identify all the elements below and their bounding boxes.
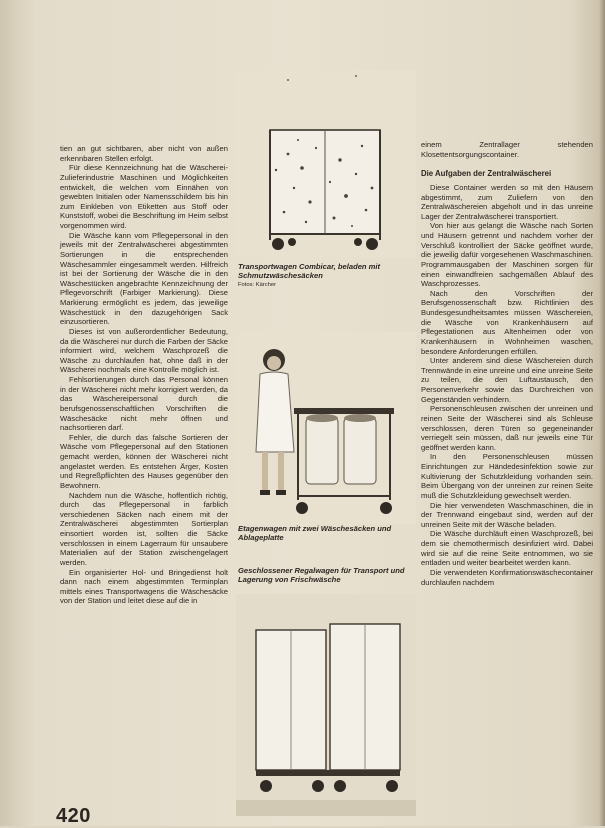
photo-floor-cart (236, 332, 416, 524)
paragraph: Dieses ist von außerordentlicher Bedeutung, da die Wäscherei nur durch die Farben der Säcke informiert wird, welchem Waschprozeß die Wäsche zu durchlaufen hat, ohne daß in der Wäscherei nochmals eine Kontrolle möglich ist. (60, 326, 228, 375)
page-edge-shadow (599, 0, 605, 826)
caption-title: Geschlossener Regalwagen für Transport und Lagerung von Frischwäsche (238, 566, 405, 585)
paragraph: Die Wäsche durchläuft einen Waschprozeß, bei dem sie chemothermisch desinfiziert wird. Dabei wird sie auf die reine Seite entnommen, wo sie entladen und weiter bearbeitet werden kann. (421, 529, 593, 568)
section-heading: Die Aufgaben der Zentralwäscherei (421, 169, 552, 179)
paragraph: In den Personenschleusen müssen Einrichtungen zur Händedesinfektion sowie zur Kultivierung der Schutzkleidung vorhanden sein. Beim Übergang von der unreinen zur reinen Seite muß die Schutzkleidung gewechselt werden. (421, 452, 593, 500)
paragraph: Von hier aus gelangt die Wäsche nach Sorten und Häusern getrennt und nachdem vorher der Verschluß kontrolliert der Säcke geöffnet wurde, die jeweilig dafür vorgesehenen Waschmaschinen. Programmausgaben der Maschinen sorgen für einen einwandfreien sachgemäßen Ablauf des Waschprozesses. (421, 221, 593, 289)
photo-credit: Fotos: Kärcher (238, 281, 277, 288)
caption-floor-cart (238, 524, 414, 543)
paragraph: Personenschleusen zwischen der unreinen und reinen Seite der Wäscherei sind als Schleuse verschlossen, deren Türen so gegeneinander verriegelt sein müssen, daß nur jeweils eine Tür geöffnet werden kann. (421, 404, 593, 452)
caption-shelf-cart (238, 566, 414, 585)
paragraph: Fehlsortierungen durch das Personal können in der Wäscherei nicht mehr korrigiert werden, da das Wäschereipersonal durch die berufsgenossenschaftlichen Vorschriften die Wäschesäcke nicht mehr öffnen und nachsortieren darf. (60, 375, 228, 433)
paragraph: Unter anderem sind diese Wäschereien durch Trennwände in eine unreine und eine unreine Seite zu teilen, die den Luftaustausch, den Personenverkehr sowie das Durchreichen von Gegenständen verhindern. (421, 356, 593, 404)
paragraph: Diese Container werden so mit den Häusern abgestimmt, zum Zuliefern von den Zentralwäschereien abgeholt und in das unreine Lager der Zentralwäscherei transportiert. (421, 182, 593, 221)
left-text-column (60, 144, 228, 606)
right-text-column (421, 140, 593, 587)
paragraph: Die Wäsche kann vom Pflegepersonal in den jeweils mit der Zentralwäscherei abgestimmten Sortierungen in die entsprechenden Wäschesammler eingesammelt werden. Hilfreich ist bei der Sortierung der Wäsche die in den Wäschestücken angebrachte Kennzeichnung der Pflegevorschrift (Farbiger Markierung). Diese Markierung ermöglicht es jedem, das jeweilige Wäschestück in den dazugehörigen Sack einzusortieren. (60, 230, 228, 327)
caption-title: Transportwagen Combicar, beladen mit Schmutzwäschesäcken (238, 262, 381, 281)
paragraph: Die verwendeten Konfirmationswäschecontainer durchlaufen nachdem (421, 567, 593, 587)
caption-transport-cart (238, 262, 414, 290)
paragraph: Die hier verwendeten Waschmaschinen, die in der Trennwand eingebaut sind, werden auf der unreinen Seite mit der Wäsche beladen. (421, 500, 593, 529)
paragraph: tien an gut sichtbaren, aber nicht von außen erkennbaren Stellen erfolgt. (60, 144, 228, 163)
photo-transport-cart (236, 70, 416, 258)
page-number: 420 (56, 805, 91, 827)
photo-closed-shelf-cart (236, 594, 416, 816)
paragraph: Für diese Kennzeichnung hat die Wäscherei-Zulieferindustrie Maschinen und Möglichkeiten entwickelt, die welchen vom Einnähen von gewebten Initialen oder Namensschildern bis hin zum Einkleben von Etiketten aus Stoff oder Kunststoff, wobei die Beschriftung im Heim selbst vorgenommen wird. (60, 163, 228, 230)
paragraph: Nachdem nun die Wäsche, hoffentlich richtig, durch das Pflegepersonal in farblich verschiedenen Säcken nach einem mit der Zentralwäscherei abgestimmten Sortierplan einsortiert worden ist, sollten die Säcke verschlossen in einem Lagerraum für unsaubere Materialien auf der Station zwischengelagert werden. (60, 490, 228, 567)
caption-title: Etagenwagen mit zwei Wäschesäcken und Ablageplatte (238, 524, 392, 543)
paragraph: einem Zentrallager stehenden Klosettentsorgungscontainer. (421, 140, 593, 159)
paragraph: Ein organisierter Hol- und Bringedienst holt dann nach einem abgestimmten Terminplan mittels eines Transportwagens die Wäschesäcke von der Station und leitet diese auf die in (60, 567, 228, 606)
paragraph: Nach den Vorschriften der Berufsgenossenschaft bzw. Richtlinien des Bundesgesundheitsamtes müssen Wäschereien, die Wäsche von Krankenhäusern auf Pflegestationen aus Altenheimen oder von Krankenhäusern in Wohnheimen waschen, besondere Anforderungen erfüllen. (421, 288, 593, 356)
paragraph: Fehler, die durch das falsche Sortieren der Wäsche vom Pflegepersonal auf den Stationen gemacht werden, können der Wäscherei nicht angelastet werden. Es entstehen Ärger, Kosten und Regreßpflichten des Hauses gegenüber den Bewohnern. (60, 432, 228, 490)
